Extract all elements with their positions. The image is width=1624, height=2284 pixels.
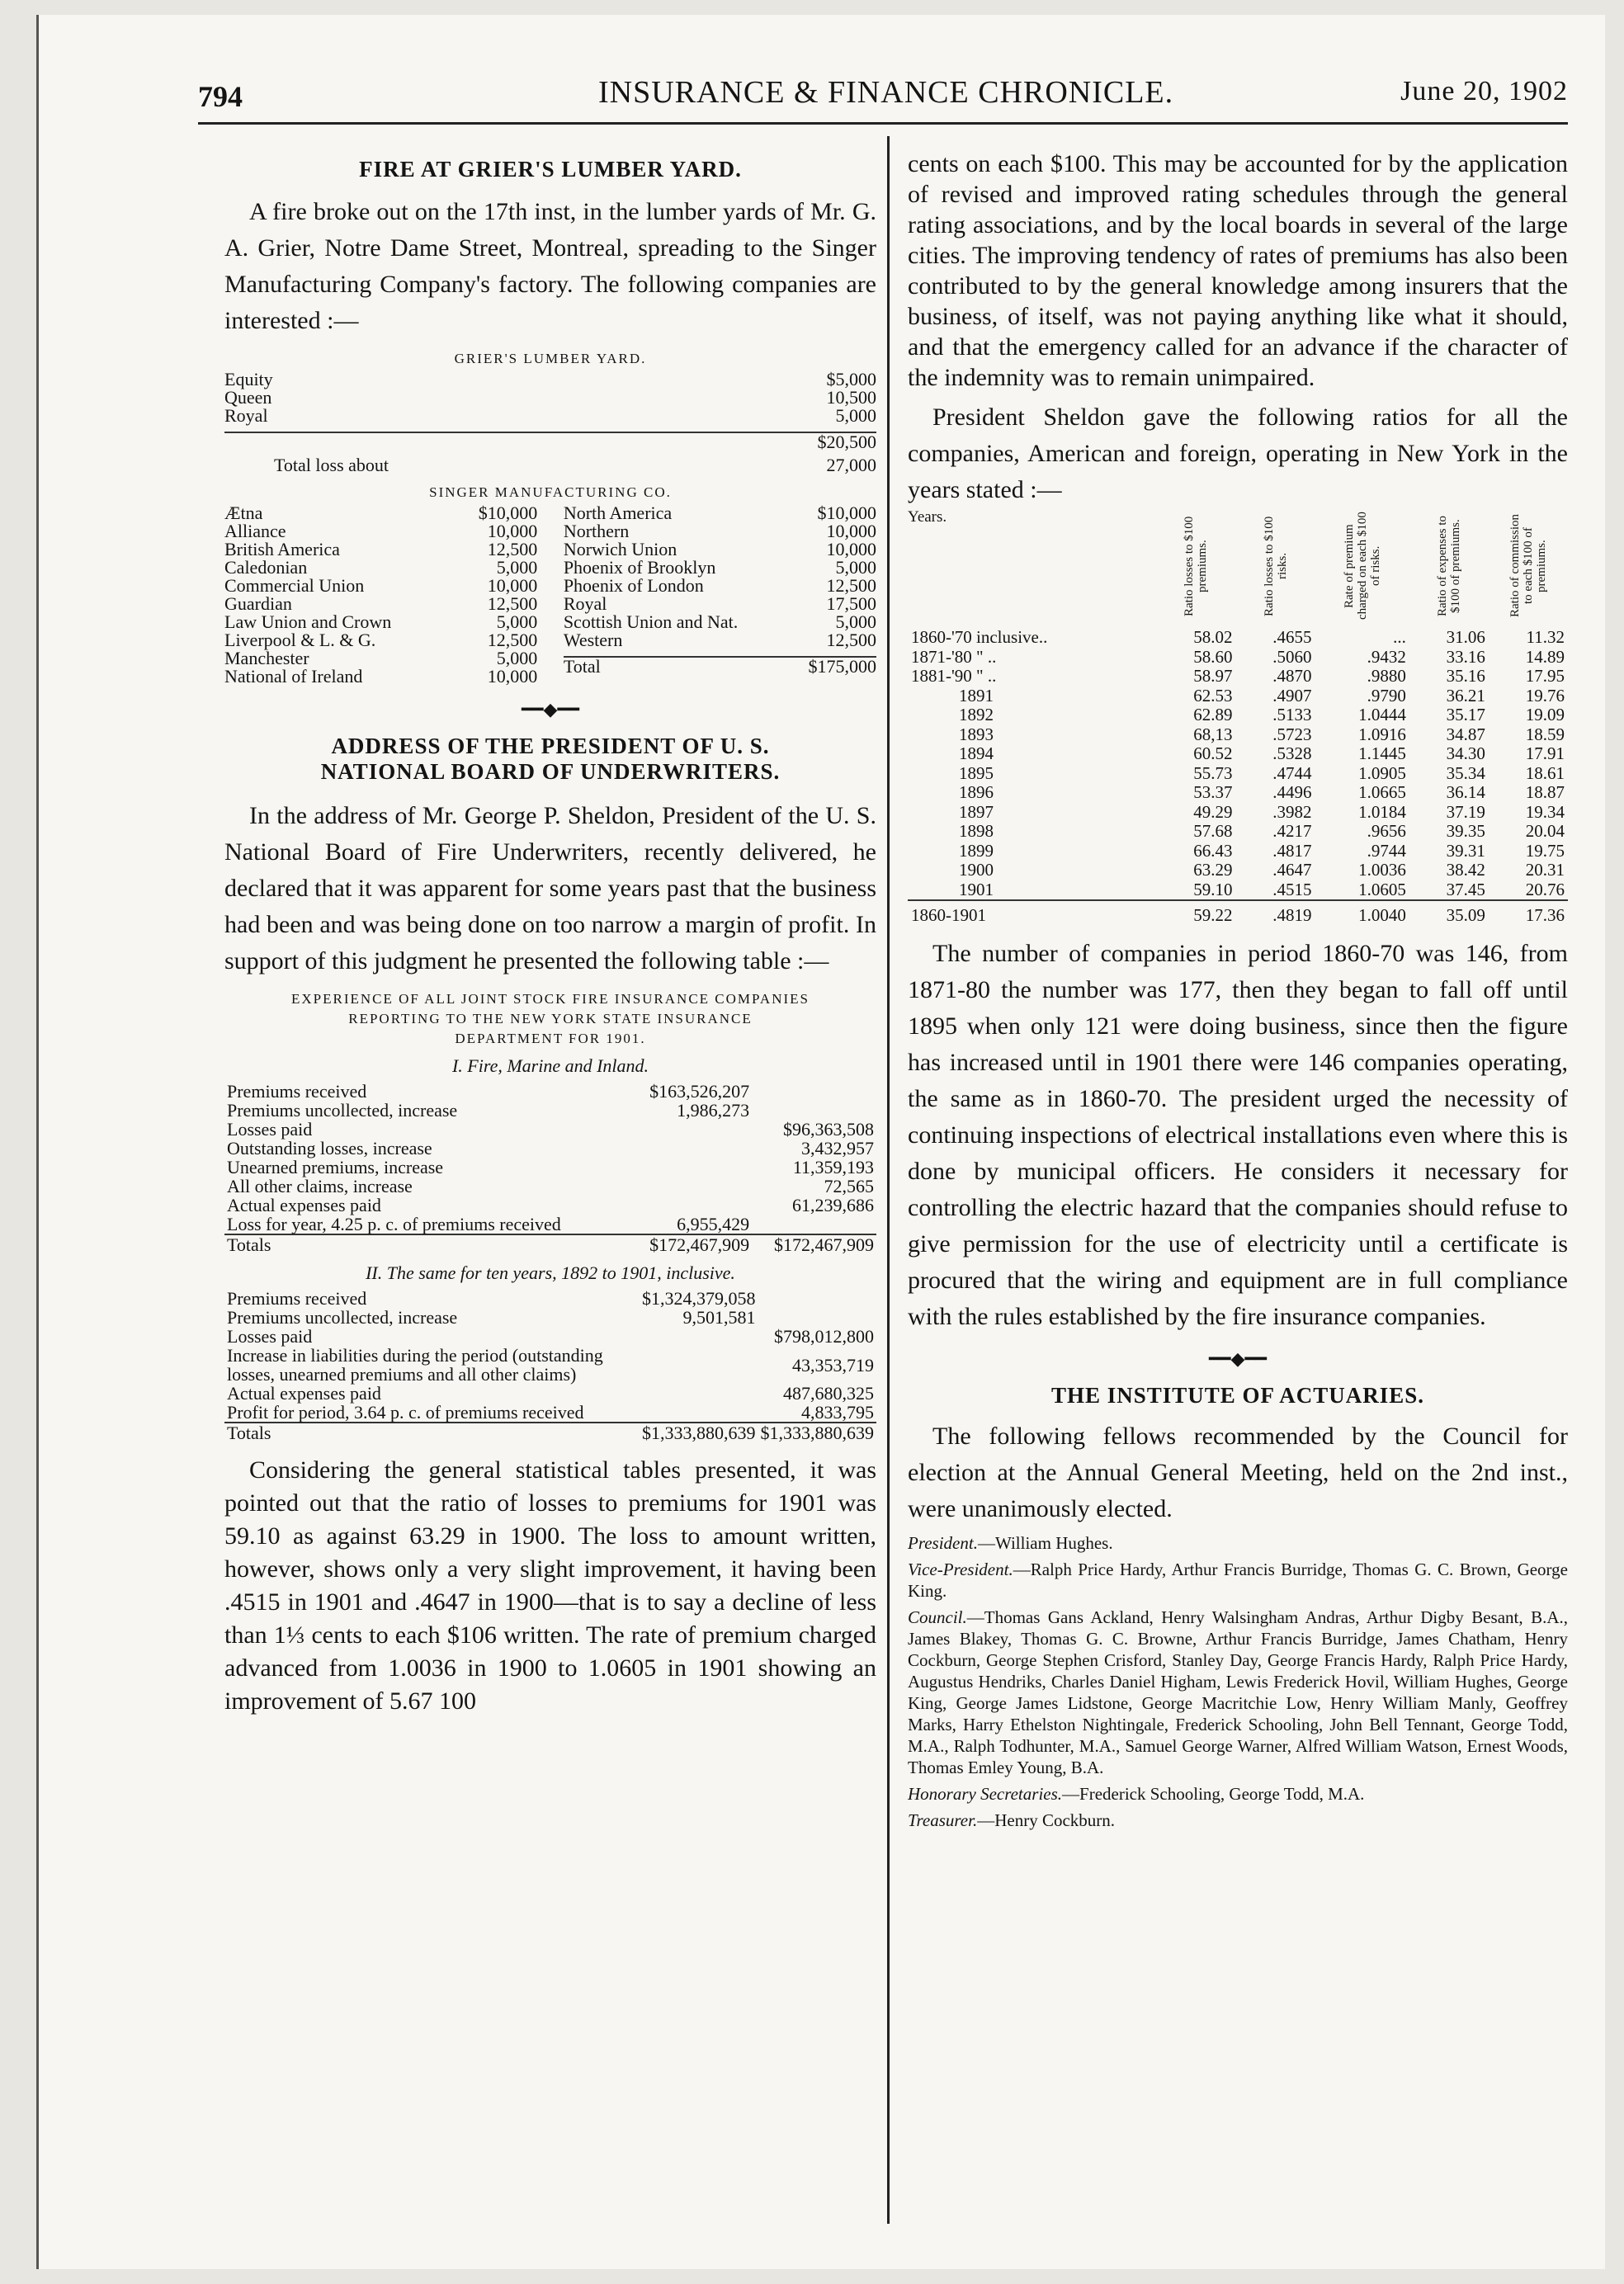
ratio-cell: .4515 [1272,879,1312,899]
column-header-years [908,508,1156,628]
company-name: North America [563,503,673,523]
address-text: In the address of Mr. George P. Sheldon, President of the U. S. National Board of Fire Underwriters, recently delivered, he declared that it was apparent for some years past that the business had been and was being done on too narrow a margin of profit. In support of this judgment he presented the following table :— [224,802,876,974]
grier-list [224,370,876,474]
treasurer-line: Treasurer.—Henry Cockburn. [908,1810,1116,1830]
address-heading-1: ADDRESS OF THE PRESIDENT OF U. S. [331,734,770,758]
list-item [224,559,537,577]
ratio-cell: 49.29 [1193,801,1233,822]
year-cell: 1893 [959,724,994,744]
ratio-cell: 34.87 [1446,724,1485,744]
page-number: 794 [198,80,243,113]
ratio-cell: 20.31 [1525,860,1565,880]
row-label: Unearned premiums, increase [227,1157,444,1177]
list-item [224,577,537,595]
singer-title: SINGER MANUFACTURING CO. [429,484,672,500]
ratio-cell: 59.10 [1193,879,1233,899]
table-row [908,628,1568,648]
table-row [224,1101,876,1120]
table-row [224,1082,876,1101]
table-row [224,1196,876,1215]
list-item [564,540,876,559]
year-cell: 1894 [959,743,994,763]
ratio-cell: .9432 [1367,646,1406,667]
ratio-cell: 18.59 [1525,724,1565,744]
row-label: All other claims, increase [227,1176,413,1196]
table-row [908,803,1568,823]
table-row [908,764,1568,784]
ratio-cell: 1.0916 [1358,724,1406,744]
year-cell: 1892 [959,705,994,724]
value-a [640,1403,758,1423]
grier-title: GRIER'S LUMBER YARD. [454,351,647,366]
value-a [627,1120,752,1139]
row-label: Premiums received [227,1081,367,1102]
table-row [908,783,1568,803]
right-column [908,149,1568,1836]
table-row [224,1403,876,1423]
year-cell: 1898 [959,821,994,841]
row-label: Premiums uncollected, increase [227,1100,458,1121]
ratio-cell: 63.29 [1193,860,1233,880]
table-row [908,705,1568,725]
year-cell: 1900 [959,860,994,880]
ornament-divider: ━━◆━━ [522,699,579,720]
totals-b: $172,467,909 [774,1234,874,1255]
ratio-cell: 53.37 [1193,782,1233,802]
column-divider [887,136,890,2224]
fire-heading: FIRE AT GRIER'S LUMBER YARD. [359,157,742,182]
company-name: Western [563,630,623,650]
year-cell: 1860-'70 inclusive.. [911,627,1048,647]
row-label: Losses paid [227,1119,313,1140]
column-header-text: Ratio of commission to each $100 of premiums. [1508,514,1548,618]
ratio-cell: .4744 [1272,762,1312,783]
company-name: Phoenix of London [563,575,704,596]
ratio-cell: 19.76 [1525,685,1565,705]
value-b: $96,363,508 [783,1119,874,1140]
value-b [758,1308,877,1327]
totals-row [224,1234,876,1254]
row-label: Increase in liabilities during the period (outstanding losses, unearned premiums and all other claims) [227,1345,603,1385]
ratio-cell: 19.09 [1525,705,1565,724]
table-row [908,725,1568,745]
header-rule [198,122,1568,125]
ratio-cell: 33.16 [1446,646,1485,667]
value-a [627,1177,752,1196]
value-b: 11,359,193 [792,1157,874,1177]
company-name: Ætna [224,503,263,523]
vice-president-line: Vice-President.—Ralph Price Hardy, Arthur Francis Burridge, Thomas G. C. Brown, George King. [908,1559,1568,1601]
value-b [758,1289,877,1308]
total-label: Total [563,656,601,677]
analysis-continued: cents on each $100. This may be accounted for by the application of revised and improved rating schedules through the general rating associations, and by the local boards in several of the large cities. The improving tendency of rates of premiums has also been contributed to by the general knowledge among insurers that the business, of itself, was not paying anything like what it should, and that the emergency called for an advance if the character of the indemnity was to remain unimpaired. [908,150,1568,391]
value-b: 43,353,719 [792,1354,874,1376]
amount: 12,500 [487,630,538,650]
company-name: Alliance [224,521,286,541]
ratio-cell: 39.35 [1446,821,1485,841]
ratio-cell: 37.19 [1446,801,1485,822]
amount: $10,000 [478,503,538,523]
table-row [224,1139,876,1158]
ratios-intro: President Sheldon gave the following ratios for all the companies, American and foreign, operating in New York in the years stated :— [908,403,1568,503]
column-header-text: Rate of premium charged on each $100 of risks. [1342,512,1382,621]
year-cell: 1860-1901 [908,900,1156,926]
list-item [224,522,537,540]
table-row [908,744,1568,764]
value-a [627,1139,752,1158]
ratio-cell: .9790 [1367,685,1406,705]
amount: 10,000 [826,521,876,541]
amount: 5,000 [496,611,538,632]
ratio-cell: 58.60 [1193,646,1233,667]
value-a [640,1384,758,1403]
ratio-cell: 68,13 [1193,724,1233,744]
actuaries-heading: THE INSTITUTE OF ACTUARIES. [1050,1382,1425,1408]
ratio-cell: 58.02 [1193,627,1233,647]
table-row [224,1346,876,1384]
ratio-cell: 60.52 [1193,743,1233,763]
ratio-cell: 1.0905 [1358,762,1406,783]
table-title-3: DEPARTMENT FOR 1901. [455,1031,646,1046]
row-label: Profit for period, 3.64 p. c. of premiums received [227,1402,584,1423]
ratio-cell: 19.34 [1525,801,1565,822]
address-heading-2: NATIONAL BOARD OF UNDERWRITERS. [320,759,781,784]
council-line: Council.—Thomas Gans Ackland, Henry Walsingham Andras, Arthur Digby Besant, B.A., James Blakey, Thomas G. C. Browne, Arthur Francis Burridge, James Chatham, Henry Cockburn, George Stephen Crisford, Stanley Day, George Francis Hardy, Ralph Price Hardy, Augustus Hendriks, Charles Daniel Higham, Lewis Frederick Hovil, William Hughes, George King, George James Lidstone, George Macritchie Low, Henry William Manly, Geoffrey Marks, Harry Ethelston Nightingale, Frederick Schooling, John Bell Tennant, George Todd, M.A., Ralph Todhunter, M.A., Samuel George Warner, Alfred William Watson, Ernest Woods, Thomas Emley Young, B.A. [908,1607,1568,1777]
ratio-cell: 62.89 [1193,705,1233,724]
ratio-cell: 20.04 [1525,821,1565,841]
ratio-cell: 20.76 [1525,879,1565,899]
list-item [564,522,876,540]
list-item [224,649,537,668]
grier-total: $20,500 [224,432,876,451]
ratio-cell: .4655 [1272,627,1312,647]
table-title-2: REPORTING TO THE NEW YORK STATE INSURANCE [348,1011,753,1026]
ratio-cell: 35.34 [1446,762,1485,783]
year-cell: 1899 [959,840,994,861]
value-a [627,1196,752,1215]
totals-row [224,1423,876,1442]
table-row [224,1158,876,1177]
ratio-cell: 19.75 [1525,840,1565,861]
list-item [564,613,876,631]
table-row [224,1384,876,1403]
ratio-cell: 37.45 [1446,879,1485,899]
journal-title: INSURANCE & FINANCE CHRONICLE. [598,75,1174,110]
table-row [224,1327,876,1346]
company-name: Royal [563,593,607,614]
ratio-cell: .4907 [1272,685,1312,705]
ratio-cell: 11.32 [1526,627,1565,647]
ratio-cell: .9880 [1367,666,1406,686]
table-title-1: EXPERIENCE OF ALL JOINT STOCK FIRE INSURANCE COMPANIES [291,991,810,1007]
ratio-cell: 1.0184 [1358,801,1406,822]
ratio-cell: .5060 [1272,646,1312,667]
ratio-cell: 39.31 [1446,840,1485,861]
column-header-text: Ratio losses to $100 premiums. [1183,516,1210,616]
ratio-cell: 18.87 [1525,782,1565,802]
experience-table-2 [224,1289,876,1442]
value-a [640,1327,758,1346]
year-cell: 1901 [959,879,994,899]
value-a [640,1346,758,1384]
amount: 12,500 [487,593,538,614]
year-cell: 1881-'90 " .. [911,666,997,686]
amount: 17,500 [826,593,876,614]
ratio-cell: 18.61 [1525,762,1565,783]
list-item [224,504,537,522]
totals-label: Totals [227,1423,271,1443]
list-item [224,540,537,559]
year-cell: 1897 [959,801,994,822]
table-row [908,667,1568,687]
table-row [224,1215,876,1234]
ratio-cell: 58.97 [1193,666,1233,686]
ratio-cell: 34.30 [1446,743,1485,763]
row-label: Outstanding losses, increase [227,1138,432,1159]
value-a [627,1158,752,1177]
table-row [908,687,1568,706]
company-name: Guardian [224,593,292,614]
ratio-cell: 17.36 [1489,900,1568,926]
left-column [224,157,876,1718]
value-a: 6,955,429 [677,1214,750,1234]
amount: 10,000 [826,539,876,559]
page-header [198,73,1568,122]
ratio-cell: 59.22 [1156,900,1235,926]
list-item [564,595,876,613]
actuaries-text: The following fellows recommended by the Council for election at the Annual General Meeting, held on the 2nd inst., were unanimously elected. [908,1422,1568,1522]
ratio-cell: 1.0665 [1358,782,1406,802]
company-name: Caledonian [224,557,308,578]
table-row [908,861,1568,880]
totals-label: Totals [227,1234,271,1255]
table-row [224,1308,876,1327]
list-item [564,504,876,522]
value-a: $163,526,207 [649,1081,750,1102]
table-row [908,880,1568,901]
secretaries-line: Honorary Secretaries.—Frederick Schooling, George Todd, M.A. [908,1783,1365,1804]
totals-row [908,900,1568,926]
row-label: Loss for year, 4.25 p. c. of premiums received [227,1214,561,1234]
ratio-cell: 62.53 [1193,685,1233,705]
value-a: $1,324,379,058 [642,1288,756,1309]
fire-text: A fire broke out on the 17th inst, in the lumber yards of Mr. G. A. Grier, Notre Dame Street, Montreal, spreading to the Singer Manufacturing Company's factory. The following companies are interested :— [224,198,876,334]
total-loss: Total loss about 27,000 [274,455,876,475]
year-cell: 1891 [959,685,994,705]
value-b: 72,565 [824,1176,874,1196]
column-header [1156,508,1235,628]
singer-list [224,504,876,686]
analysis-text: Considering the general statistical tables presented, it was pointed out that the ratio of losses to premiums for 1901 was 59.10 as against 63.29 in 1900. The loss to amount written, however, shows only a very slight improvement, it having been .4515 in 1901 and .4647 in 1900—that is to say a decline of less than 1⅓ cents to each $106 written. The rate of premium charged advanced from 1.0036 in 1900 to 1.0605 in 1901 showing an improvement of 5.67 100 [224,1456,876,1715]
year-cell: 1895 [959,762,994,783]
list-item [564,559,876,577]
ratio-cell: .4217 [1272,821,1312,841]
singer-total [564,656,876,676]
singer-left [224,504,537,686]
value-b [752,1082,876,1101]
ratio-cell: 38.42 [1446,860,1485,880]
column-header [1315,508,1409,628]
ratio-cell: 14.89 [1525,646,1565,667]
row-label: Losses paid [227,1326,313,1347]
ratio-cell: .5133 [1272,705,1312,724]
ratio-cell: 1.0444 [1358,705,1406,724]
amount: 5,000 [835,611,876,632]
header-row [908,508,1568,628]
singer-right [564,504,876,686]
company-name: Law Union and Crown [224,611,392,632]
ratio-cell: .4647 [1272,860,1312,880]
list-item: Royal 5,000 [224,405,876,426]
ratio-cell: 35.09 [1409,900,1489,926]
row-label: Premiums uncollected, increase [227,1307,458,1328]
list-item [224,595,537,613]
year-cell: 1871-'80 " .. [911,646,997,667]
company-name: Manchester [224,648,309,668]
ratio-cell: 1.0040 [1315,900,1409,926]
ratio-cell: .9656 [1367,821,1406,841]
amount: 5,000 [835,557,876,578]
list-item [224,631,537,649]
ratio-cell: .5723 [1272,724,1312,744]
ratio-cell: .4819 [1235,900,1315,926]
row-label: Actual expenses paid [227,1383,381,1404]
issue-date: June 20, 1902 [1400,76,1568,106]
amount: 10,000 [487,666,538,687]
amount: 12,500 [826,575,876,596]
company-name: Liverpool & L. & G. [224,630,376,650]
amount: $10,000 [817,503,876,523]
totals-a: $172,467,909 [649,1234,750,1255]
ornament-divider: ━━◆━━ [1209,1347,1267,1369]
column-header [1489,508,1568,628]
list-item [564,577,876,595]
list-item: Queen 10,500 [224,387,876,408]
company-name: British America [224,539,340,559]
ratios-text: The number of companies in period 1860-70 was 146, from 1871-80 the number was 177, then they began to fall off until 1895 when only 121 were doing business, since then the figure has increased until in 1901 there were 146 companies operating, the same as in 1860-70. The president urged the necessity of continuing inspections of electrical installations even where this is done by municipal officers. He considers it necessary for controlling the electric hazard that the companies should refuse to give permission for the use of electricity until a certificate is procured that the wiring and equipment are in full compliance with the rules established by the fire insurance companies. [908,939,1568,1330]
ratio-cell: 35.16 [1446,666,1485,686]
ratio-cell: 1.1445 [1358,743,1406,763]
value-b: 4,833,795 [801,1402,874,1423]
company-name: Phoenix of Brooklyn [563,557,716,578]
list-item [224,668,537,686]
amount: 12,500 [487,539,538,559]
ratio-cell: 1.0036 [1358,860,1406,880]
ratio-cell: 17.95 [1525,666,1565,686]
section-2-title: II. The same for ten years, 1892 to 1901, inclusive. [366,1262,735,1283]
value-b [752,1101,876,1120]
column-header-text: Ratio losses to $100 risks. [1262,516,1289,616]
president-line: President.—William Hughes. [908,1532,1113,1553]
company-name: Scottish Union and Nat. [563,611,739,632]
table-row [908,822,1568,842]
table-row [224,1177,876,1196]
list-item [224,613,537,631]
table-row [908,842,1568,861]
ratio-cell: 66.43 [1193,840,1233,861]
ratio-cell: .5328 [1272,743,1312,763]
years-label: Years. [908,508,947,526]
list-item: Equity $5,000 [224,369,876,389]
ratio-cell: ... [1393,627,1406,647]
ratio-cell: 55.73 [1193,762,1233,783]
experience-table-1 [224,1082,876,1254]
ratio-cell: .4870 [1272,666,1312,686]
year-cell: 1896 [959,782,994,802]
column-header [1235,508,1315,628]
value-b: $798,012,800 [774,1326,874,1347]
amount: 5,000 [496,557,538,578]
company-name: Norwich Union [563,539,677,559]
totals-a: $1,333,880,639 [642,1423,756,1443]
value-a: 9,501,581 [682,1307,756,1328]
company-name: National of Ireland [224,666,363,687]
amount: 5,000 [496,648,538,668]
table-row [908,648,1568,668]
ratio-cell: .4496 [1272,782,1312,802]
ratio-cell: 36.21 [1446,685,1485,705]
ratio-cell: .9744 [1367,840,1406,861]
value-b: 61,239,686 [792,1195,874,1215]
ratio-cell: 1.0605 [1358,879,1406,899]
column-header-text: Ratio of expenses to $100 of premiums. [1435,515,1462,617]
row-label: Premiums received [227,1288,367,1309]
value-b: 487,680,325 [783,1383,874,1404]
ratio-cell: 17.91 [1525,743,1565,763]
ratios-table [908,508,1568,926]
column-header [1409,508,1489,628]
table-row [224,1120,876,1139]
company-name: Commercial Union [224,575,365,596]
company-name: Northern [563,521,630,541]
value-a: 1,986,273 [677,1100,750,1121]
ratio-cell: 36.14 [1446,782,1485,802]
total-value: $175,000 [808,656,876,677]
ratio-cell: 57.68 [1193,821,1233,841]
ratio-cell: .4817 [1272,840,1312,861]
ratio-cell: 35.17 [1446,705,1485,724]
section-1-title: I. Fire, Marine and Inland. [451,1055,649,1076]
value-b [752,1215,876,1234]
amount: 12,500 [826,630,876,650]
row-label: Actual expenses paid [227,1195,381,1215]
value-b: 3,432,957 [801,1138,874,1159]
ratio-cell: .3982 [1272,801,1312,822]
list-item [564,631,876,649]
amount: 10,000 [487,521,538,541]
table-row [224,1289,876,1308]
ratio-cell: 31.06 [1446,627,1485,647]
amount: 10,000 [487,575,538,596]
totals-b: $1,333,880,639 [760,1423,874,1443]
